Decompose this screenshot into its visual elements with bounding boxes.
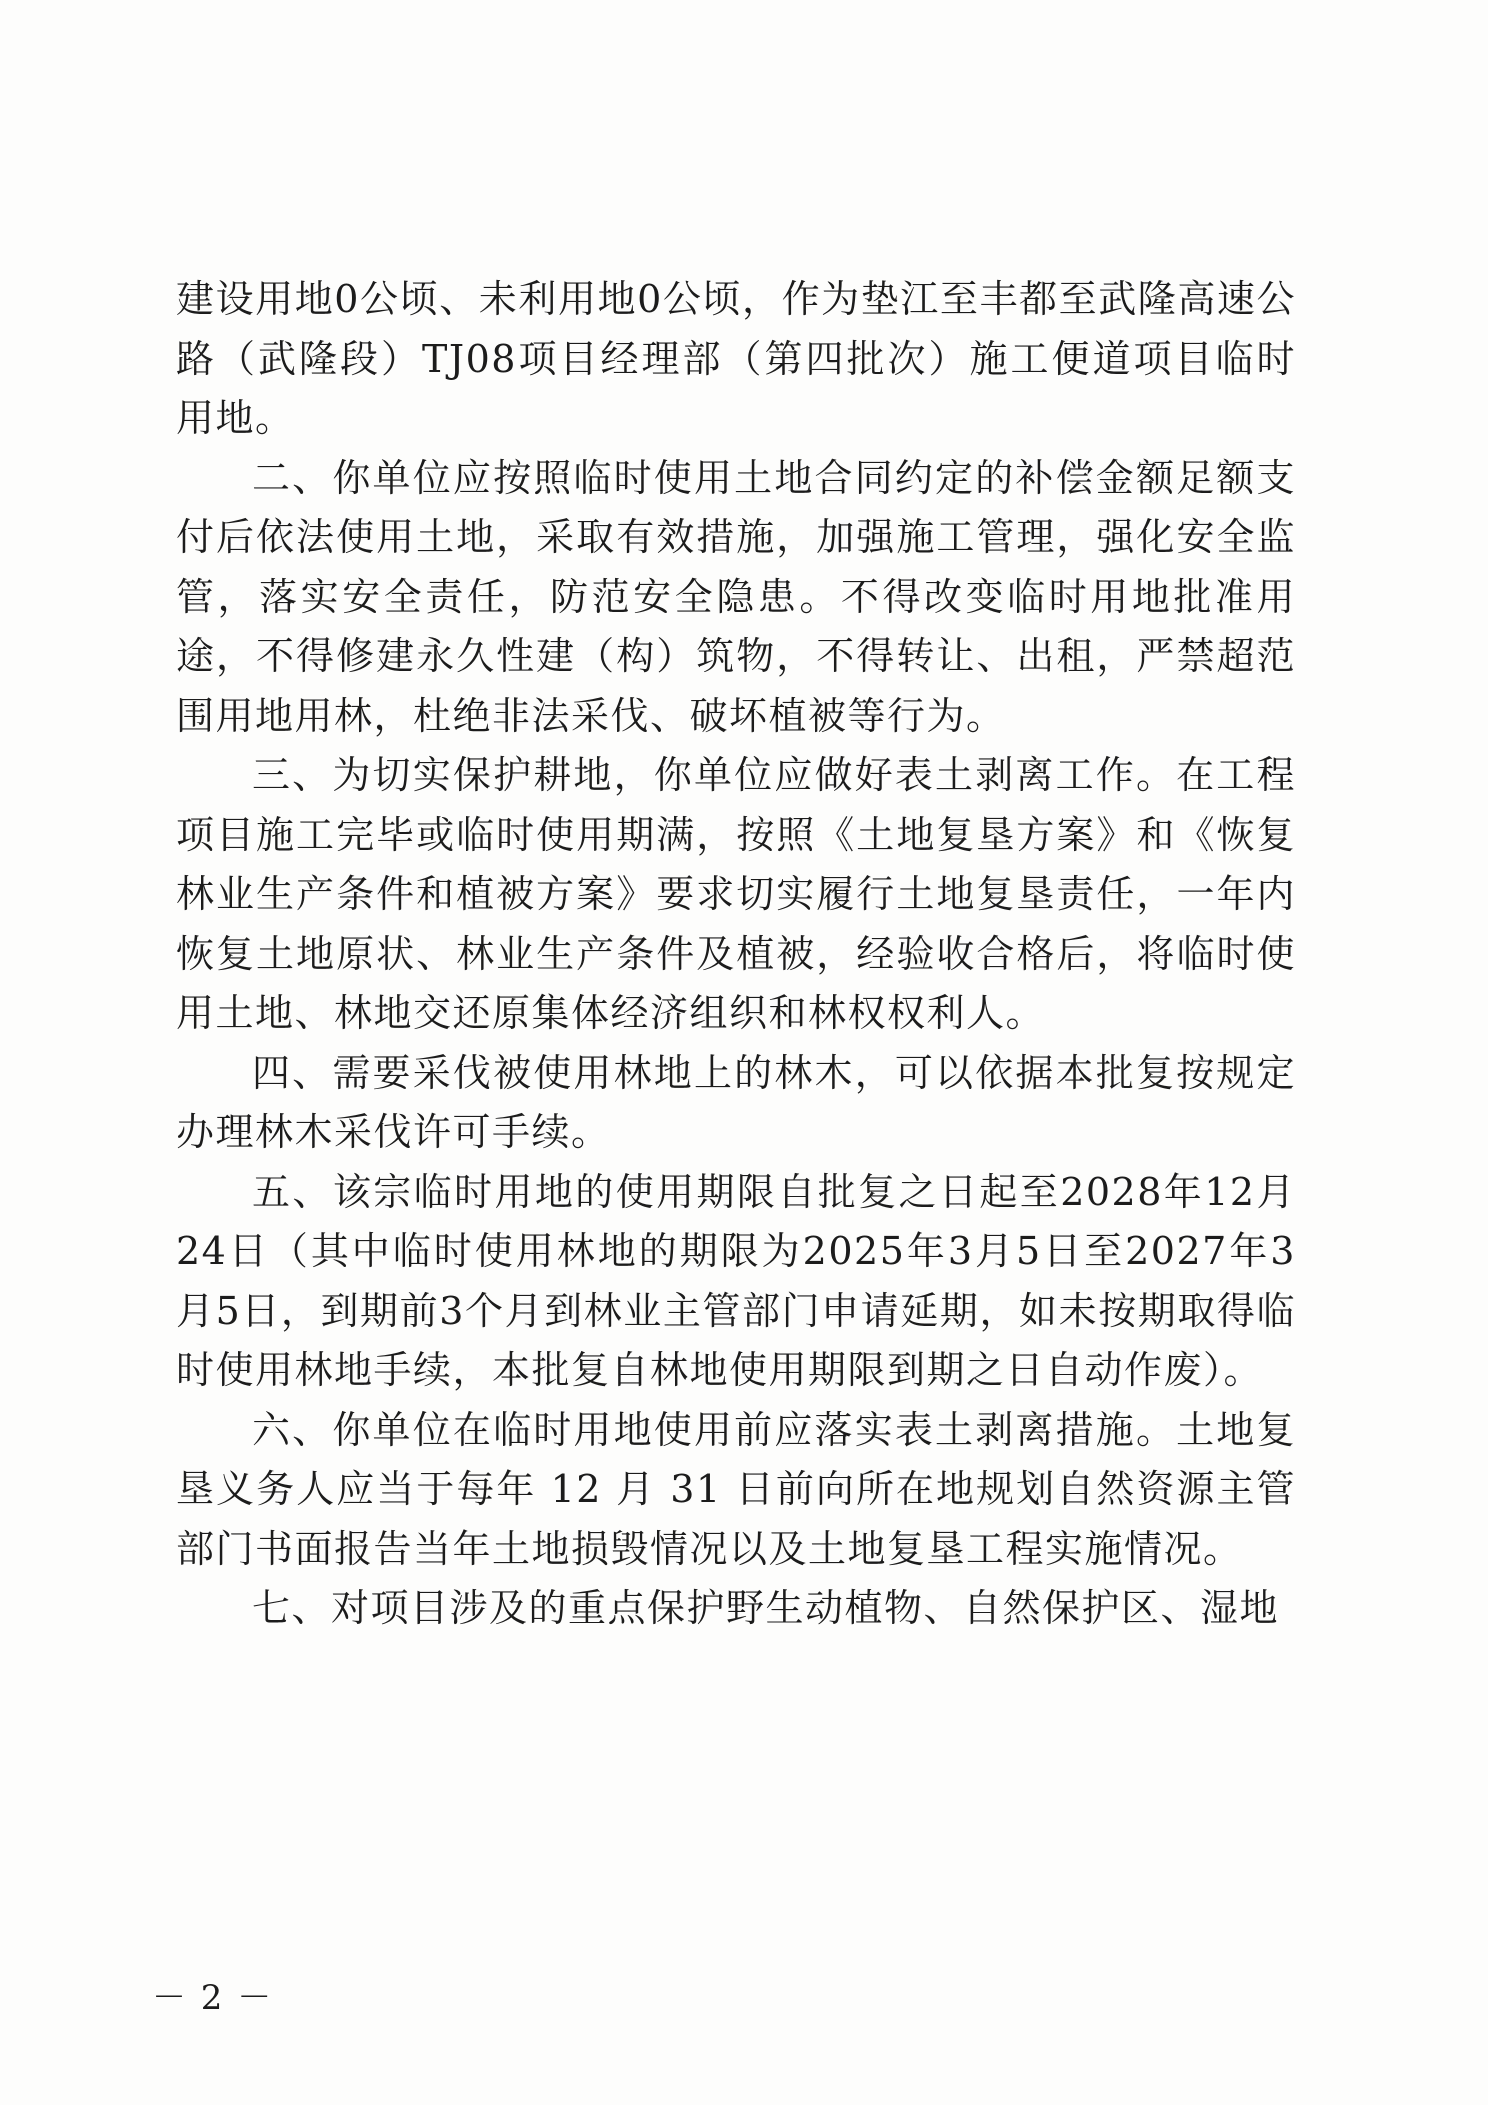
paragraph-item-4: 四、需要采伐被使用林地上的林木，可以依据本批复按规定办理林木采伐许可手续。 xyxy=(176,1050,1296,1154)
paragraph-item-7: 七、对项目涉及的重点保护野生动植物、自然保护区、湿地 xyxy=(252,1586,1280,1630)
page-number: － 2 － xyxy=(152,1978,274,2018)
paragraph-item-2: 二、你单位应按照临时使用土地合同约定的补偿金额足额支付后依法使用土地，采取有效措施，加强施工管理，强化安全监管，落实安全责任，防范安全隐患。不得改变临时用地批准用途，不得修建永久性建（构）筑物，不得转让、出租，严禁超范围用地用林，杜绝非法采伐、破坏植被等行为。 xyxy=(176,455,1296,738)
paragraph-land-use: 建设用地0公顷、未利用地0公顷，作为垫江至丰都至武隆高速公路（武隆段）TJ08项目经理部（第四批次）施工便道项目临时用地。 xyxy=(176,277,1296,440)
paragraph-item-3: 三、为切实保护耕地，你单位应做好表土剥离工作。在工程项目施工完毕或临时使用期满，按照《土地复垦方案》和《恢复林业生产条件和植被方案》要求切实履行土地复垦责任，一年内恢复土地原状、林业生产条件及植被，经验收合格后，将临时使用土地、林地交还原集体经济组织和林权权利人。 xyxy=(176,753,1296,1035)
paragraph-item-5: 五、该宗临时用地的使用期限自批复之日起至2028年12月24日（其中临时使用林地的期限为2025年3月5日至2027年3月5日，到期前3个月到林业主管部门申请延期，如未按期取得临时使用林地手续，本批复自林地使用期限到期之日自动作废）。 xyxy=(176,1169,1296,1392)
paragraph-item-6: 六、你单位在临时用地使用前应落实表土剥离措施。土地复垦义务人应当于每年 12 月 31 日前向所在地规划自然资源主管部门书面报告当年土地损毁情况以及土地复垦工程实施情况。 xyxy=(176,1407,1296,1571)
document-body xyxy=(176,270,1296,1639)
